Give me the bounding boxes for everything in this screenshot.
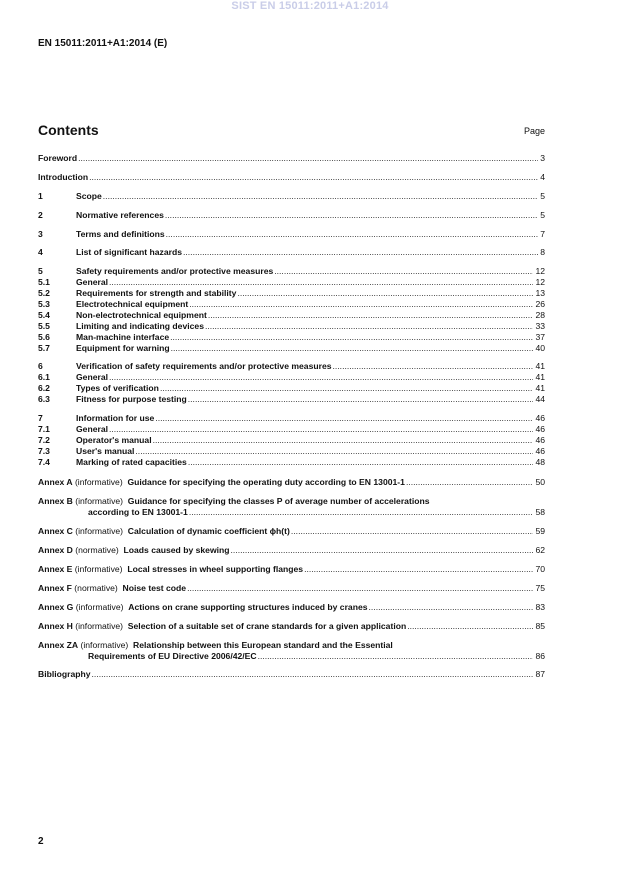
annex-title: Noise test code	[122, 582, 187, 593]
dot-leader	[92, 669, 534, 680]
toc-entry[interactable]	[38, 343, 545, 354]
toc-entry[interactable]	[38, 321, 545, 332]
toc-entry-page: 83	[535, 601, 545, 612]
toc-entry[interactable]	[38, 247, 545, 258]
toc-entry-page: 87	[535, 669, 545, 680]
annex-kind: (informative)	[75, 496, 124, 507]
toc-entry-number: 1	[38, 190, 43, 201]
dot-leader	[109, 372, 533, 383]
toc-entry-title: Man-machine interface	[76, 331, 170, 342]
annex-title-continued: Requirements of EU Directive 2006/42/EC	[88, 650, 257, 661]
toc-entry-annex[interactable]	[38, 545, 545, 556]
toc-entry-title: Types of verification	[76, 383, 159, 394]
annex-title: Guidance for specifying the classes P of average number of accelerations	[127, 496, 430, 507]
toc-entry-page: 70	[535, 564, 545, 575]
toc-entry-page: 59	[535, 526, 545, 537]
toc-entry-page: 46	[535, 445, 545, 456]
toc-entry-page: 41	[535, 383, 545, 394]
toc-entry-page: 40	[535, 342, 545, 353]
annex-line	[38, 640, 545, 651]
toc-entry-page: 41	[535, 361, 545, 372]
dot-leader	[188, 394, 534, 405]
annex-title: Actions on crane supporting structures induced by cranes	[128, 601, 368, 612]
toc-entry-page: 48	[535, 456, 545, 467]
toc-entry-title: Normative references	[76, 209, 164, 220]
dot-leader	[171, 343, 534, 354]
dot-leader	[183, 247, 538, 258]
toc-entry-page: 33	[535, 320, 545, 331]
toc-entry[interactable]	[38, 372, 545, 383]
toc-entry-page: 28	[535, 309, 545, 320]
toc-entry-page: 86	[535, 650, 545, 661]
toc-entry-number: 7	[38, 413, 43, 424]
toc-entry-number: 3	[38, 228, 43, 239]
annex-label: Annex ZA	[38, 639, 79, 650]
toc-entry-page: 46	[535, 423, 545, 434]
dot-leader	[258, 651, 534, 662]
annex-line	[38, 507, 545, 518]
toc-entry[interactable]	[38, 299, 545, 310]
page-column-label: Page	[523, 126, 545, 136]
annex-line	[38, 564, 545, 575]
toc-entry-annex[interactable]	[38, 526, 545, 537]
toc-entry-number: 6.2	[38, 383, 50, 394]
annex-label: Annex G	[38, 601, 74, 612]
dot-leader	[166, 229, 539, 240]
toc-entry-title: Requirements for strength and stability	[76, 288, 237, 299]
annex-kind: (informative)	[80, 639, 129, 650]
toc-entry-title: Verification of safety requirements and/or protective measures	[76, 361, 332, 372]
dot-leader	[237, 288, 533, 299]
dot-leader	[304, 564, 533, 575]
annex-kind: (normative)	[74, 582, 118, 593]
toc-entry-annex[interactable]	[38, 477, 545, 488]
toc-entry-title: Scope	[76, 190, 102, 201]
dot-leader	[165, 210, 538, 221]
annex-title: Loads caused by skewing	[123, 545, 230, 556]
toc-entry-number: 5.3	[38, 299, 50, 309]
toc-entry-number: 6.3	[38, 394, 50, 405]
toc-entry-title: Bibliography	[38, 669, 91, 680]
dot-leader	[188, 457, 534, 468]
toc-entry-title: Operator's manual	[76, 434, 152, 445]
annex-line	[38, 621, 545, 632]
toc-entry-page: 12	[535, 266, 545, 277]
dot-leader	[274, 266, 533, 277]
toc-sections	[38, 153, 545, 467]
toc-entry-title: Safety requirements and/or protective measures	[76, 266, 274, 277]
annex-kind: (normative)	[75, 545, 119, 556]
toc-entry-page: 5	[540, 190, 545, 201]
toc-entry[interactable]	[38, 288, 545, 299]
toc-entry-title: Non-electrotechnical equipment	[76, 309, 207, 320]
toc-entry-page: 50	[535, 477, 545, 488]
annex-title: Guidance for specifying the operating duty according to EN 13001-1	[127, 477, 405, 488]
toc-entry-number: 5.6	[38, 331, 50, 342]
annex-line	[38, 526, 545, 537]
toc-entry-annex[interactable]	[38, 583, 545, 594]
annex-title-continued: according to EN 13001-1	[88, 507, 188, 518]
toc-entry[interactable]	[38, 191, 545, 202]
annex-line	[38, 602, 545, 613]
toc-entry-number: 7.3	[38, 445, 50, 456]
annex-kind: (informative)	[75, 601, 124, 612]
annex-title: Local stresses in wheel supporting flanges	[127, 564, 304, 575]
annex-kind: (informative)	[74, 477, 123, 488]
toc-entry-page: 85	[535, 620, 545, 631]
toc-entry-annex[interactable]	[38, 640, 545, 662]
toc-entry-number: 2	[38, 209, 43, 220]
toc-entry-title: Fitness for purpose testing	[76, 394, 187, 405]
annex-label: Annex B	[38, 496, 73, 507]
dot-leader	[208, 310, 534, 321]
toc-entry-title: Equipment for warning	[76, 342, 170, 353]
toc-entry-title: Limiting and indicating devices	[76, 320, 204, 331]
annex-title: Calculation of dynamic coefficient ϕh(t)	[127, 526, 290, 537]
toc-entry-number: 5.7	[38, 342, 50, 353]
toc-entry[interactable]	[38, 457, 545, 468]
toc-entry-number: 6.1	[38, 372, 50, 383]
toc-entry-title: Terms and definitions	[76, 228, 165, 239]
dot-leader	[231, 545, 534, 556]
annex-label: Annex E	[38, 564, 73, 575]
toc-entry-title: Electrotechnical equipment	[76, 299, 189, 309]
toc-entry-annex[interactable]	[38, 602, 545, 613]
annex-label: Annex C	[38, 526, 73, 537]
toc-entry[interactable]	[38, 446, 545, 457]
dot-leader	[160, 383, 534, 394]
toc-entry-title: Information for use	[76, 413, 155, 424]
dot-leader	[406, 477, 534, 488]
toc-entry[interactable]	[38, 424, 545, 435]
dot-leader	[135, 446, 533, 457]
annex-label: Annex D	[38, 545, 73, 556]
dot-leader	[189, 299, 533, 310]
annex-kind: (informative)	[74, 564, 123, 575]
toc-entry[interactable]	[38, 172, 545, 183]
toc-entry[interactable]	[38, 210, 545, 221]
page-number: 2	[38, 836, 44, 847]
toc-entry[interactable]	[38, 310, 545, 321]
toc-entry[interactable]	[38, 277, 545, 288]
toc-annexes	[38, 477, 545, 661]
toc-entry[interactable]	[38, 383, 545, 394]
toc-entry-title: Introduction	[38, 171, 89, 182]
toc-entry-page: 5	[540, 209, 545, 220]
dot-leader	[189, 507, 534, 518]
dot-leader	[407, 621, 533, 632]
toc-entry-page: 58	[535, 507, 545, 518]
dot-leader	[205, 321, 533, 332]
toc-entry-title: Marking of rated capacities	[76, 456, 187, 467]
toc-entry-number: 6	[38, 361, 43, 372]
dot-leader	[369, 602, 534, 613]
toc-entry-title: List of significant hazards	[76, 247, 183, 258]
toc-entry-number: 5.4	[38, 309, 50, 320]
document-header: EN 15011:2011+A1:2014 (E)	[38, 38, 168, 49]
dot-leader	[187, 583, 533, 594]
dot-leader	[170, 332, 533, 343]
toc-entry-number: 7.1	[38, 423, 50, 434]
toc-entry-page: 8	[540, 247, 545, 258]
toc-entry-page: 46	[535, 413, 545, 424]
toc-entry-bibliography[interactable]	[38, 670, 545, 681]
annex-line	[38, 477, 545, 488]
page-title: Contents	[38, 122, 99, 138]
toc-entry-annex[interactable]	[38, 621, 545, 632]
annex-label: Annex A	[38, 477, 73, 488]
toc-entry-number: 5.1	[38, 277, 50, 288]
toc-entry-page: 41	[535, 372, 545, 383]
annex-title: Relationship between this European standard and the Essential	[133, 639, 393, 650]
toc-entry-title: General	[76, 372, 109, 383]
toc-entry[interactable]	[38, 332, 545, 343]
annex-line	[38, 545, 545, 556]
toc-entry-page: 62	[535, 545, 545, 556]
toc-entry[interactable]	[38, 266, 545, 277]
toc-entry[interactable]	[38, 394, 545, 405]
annex-line	[38, 651, 545, 662]
toc-entry-page: 37	[535, 331, 545, 342]
annex-kind: (informative)	[75, 620, 124, 631]
dot-leader	[103, 191, 538, 202]
dot-leader	[333, 361, 534, 372]
toc-entry-page: 13	[535, 288, 545, 299]
annex-title: Selection of a suitable set of crane standards for a given application	[127, 620, 407, 631]
toc-entry[interactable]	[38, 435, 545, 446]
toc-entry-title: User's manual	[76, 445, 135, 456]
toc-entry[interactable]	[38, 413, 545, 424]
dot-leader	[291, 526, 534, 537]
toc-entry-page: 4	[540, 171, 545, 182]
toc-entry-number: 5.2	[38, 288, 50, 299]
watermark: SIST EN 15011:2011+A1:2014	[231, 0, 389, 12]
dot-leader	[89, 172, 538, 183]
toc-entry-page: 7	[540, 228, 545, 239]
toc-entry[interactable]	[38, 229, 545, 240]
toc-entry-title: General	[76, 423, 109, 434]
toc-entry-page: 46	[535, 434, 545, 445]
toc-entry-title: Foreword	[38, 152, 78, 163]
annex-label: Annex F	[38, 582, 72, 593]
toc-entry-page: 12	[535, 277, 545, 288]
dot-leader	[109, 277, 533, 288]
dot-leader	[155, 413, 533, 424]
dot-leader	[153, 435, 534, 446]
toc-entry-page: 3	[540, 152, 545, 163]
toc-entry-annex[interactable]	[38, 564, 545, 575]
toc-entry-number: 4	[38, 247, 43, 258]
annex-kind: (informative)	[75, 526, 124, 537]
toc-entry-number: 5	[38, 266, 43, 277]
toc-entry-page: 26	[535, 299, 545, 309]
toc-entry-number: 5.5	[38, 320, 50, 331]
dot-leader	[109, 424, 533, 435]
dot-leader	[78, 153, 538, 164]
annex-line	[38, 496, 545, 507]
toc-entry-number: 7.4	[38, 456, 50, 467]
annex-label: Annex H	[38, 620, 73, 631]
annex-line	[38, 583, 545, 594]
table-of-contents	[38, 153, 545, 680]
toc-entry-page: 44	[535, 394, 545, 405]
toc-entry-number: 7.2	[38, 434, 50, 445]
toc-entry-annex[interactable]	[38, 496, 545, 518]
toc-entry-page: 75	[535, 582, 545, 593]
toc-entry[interactable]	[38, 361, 545, 372]
toc-entry-title: General	[76, 277, 109, 288]
toc-entry[interactable]	[38, 153, 545, 164]
